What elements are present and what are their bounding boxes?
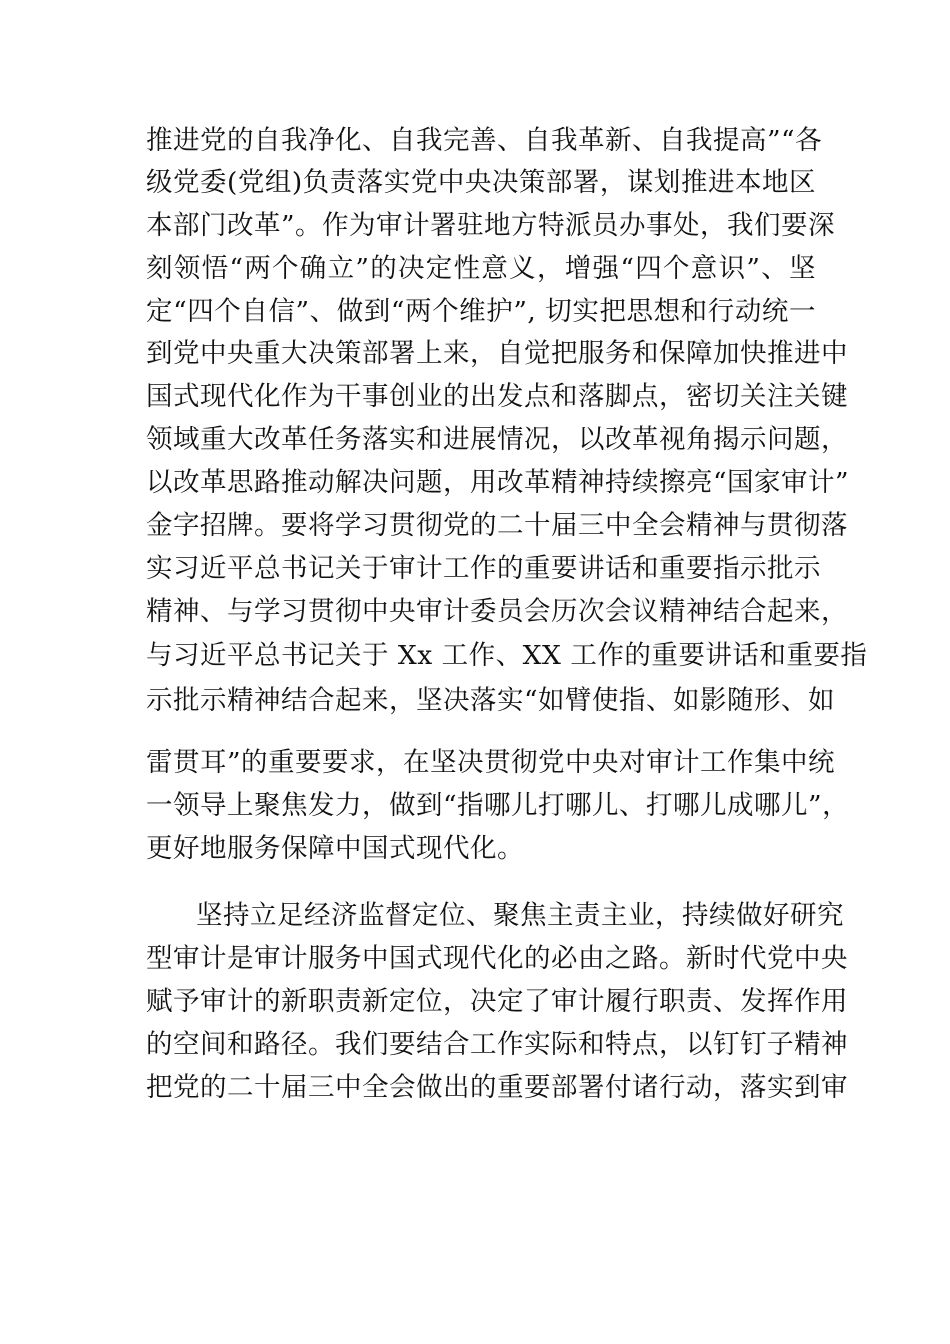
- text-line: 雷贯耳”的重要要求，在坚决贯彻党中央对审计工作集中统: [146, 747, 836, 778]
- text-line: 把党的二十届三中全会做出的重要部署付诸行动，落实到审: [146, 1072, 848, 1103]
- text-line: 领域重大改革任务落实和进展情况，以改革视角揭示问题，: [146, 424, 848, 455]
- text-line: 赋予审计的新职责新定位，决定了审计履行职责、发挥作用: [146, 986, 848, 1017]
- text-line: 定“四个自信”、做到“两个维护”, 切实把思想和行动统一: [146, 296, 816, 327]
- text-line: 推进党的自我净化、自我完善、自我革新、自我提高”“各: [146, 125, 823, 156]
- text-line: 一领导上聚焦发力，做到“指哪儿打哪儿、打哪儿成哪儿”，: [146, 790, 850, 821]
- text-line: 刻领悟“两个确立”的决定性意义，增强“四个意识”、坚: [146, 253, 816, 284]
- text-line: 实习近平总书记关于审计工作的重要讲话和重要指示批示: [146, 553, 821, 584]
- text-line: 以改革思路推动解决问题，用改革精神持续擦亮“国家审计”: [146, 467, 850, 498]
- text-line: 国式现代化作为干事创业的出发点和落脚点，密切关注关键: [146, 381, 848, 412]
- text-line: 精神、与学习贯彻中央审计委员会历次会议精神结合起来，: [146, 596, 848, 627]
- text-line: 级党委(党组)负责落实党中央决策部署，谋划推进本地区: [146, 167, 816, 198]
- paragraph-first-line: 坚持立足经济监督定位、聚焦主责主业，持续做好研究: [196, 900, 844, 931]
- text-line: 型审计是审计服务中国式现代化的必由之路。新时代党中央: [146, 943, 848, 974]
- text-line: 与习近平总书记关于 Xx 工作、XX 工作的重要讲话和重要指: [146, 640, 868, 671]
- text-line: 金字招牌。要将学习贯彻党的二十届三中全会精神与贯彻落: [146, 510, 848, 541]
- text-line: 本部门改革”。作为审计署驻地方特派员办事处，我们要深: [146, 210, 836, 241]
- text-line: 示批示精神结合起来，坚决落实“如臂使指、如影随形、如: [146, 685, 836, 716]
- text-line: 到党中央重大决策部署上来，自觉把服务和保障加快推进中: [146, 338, 848, 369]
- text-line: 更好地服务保障中国式现代化。: [146, 833, 524, 864]
- text-line: 的空间和路径。我们要结合工作实际和特点，以钉钉子精神: [146, 1029, 848, 1060]
